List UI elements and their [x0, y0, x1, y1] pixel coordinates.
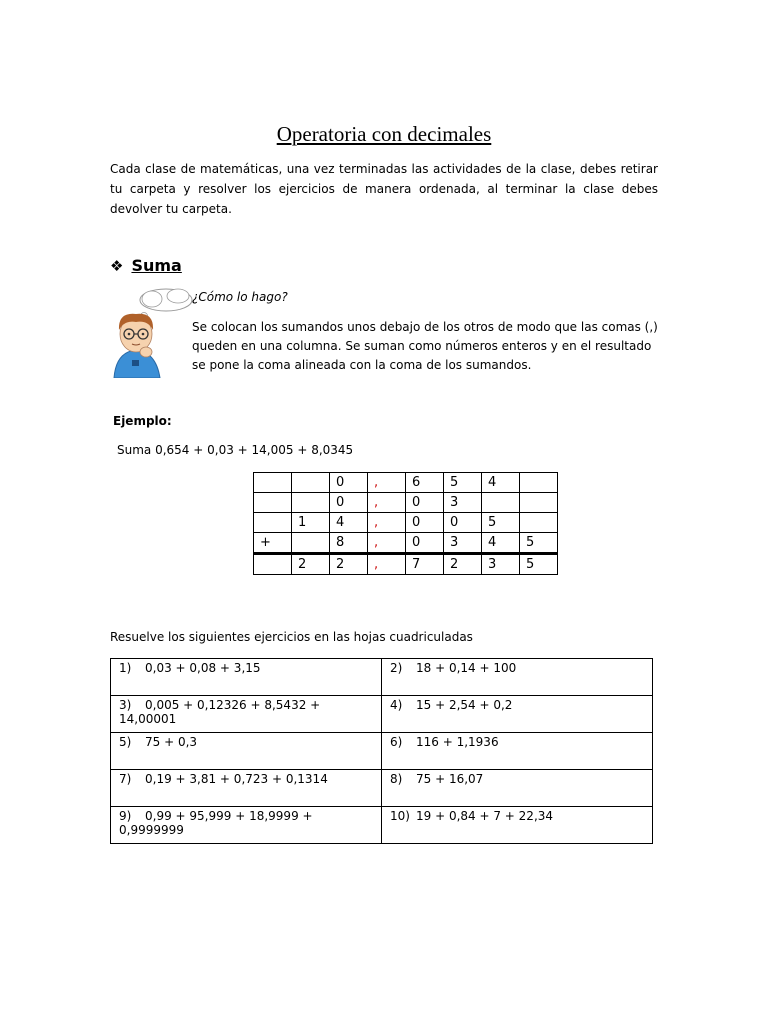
sum-grid-cell — [520, 493, 558, 513]
exercise-expression: 15 + 2,54 + 0,2 — [416, 698, 513, 712]
sum-grid-cell: 5 — [444, 473, 482, 493]
sum-grid-cell: 7 — [406, 554, 444, 575]
sum-grid-cell: 5 — [520, 533, 558, 554]
sum-grid-cell: 4 — [482, 533, 520, 554]
sum-grid-cell: 1 — [292, 513, 330, 533]
sum-grid-cell: 4 — [482, 473, 520, 493]
exercise-row — [111, 770, 653, 807]
exercise-number: 10) — [390, 809, 410, 823]
exercise-row — [111, 807, 653, 844]
sum-grid-cell: , — [368, 513, 406, 533]
sum-grid-cell: 6 — [406, 473, 444, 493]
exercise-row — [111, 733, 653, 770]
how-to-question: ¿Cómo lo hago? — [192, 290, 288, 304]
sum-grid-cell: 0 — [406, 533, 444, 554]
exercises-table — [110, 658, 653, 844]
sum-grid-cell: + — [254, 533, 292, 554]
exercise-expression: 0,03 + 0,08 + 3,15 — [145, 661, 261, 675]
intro-paragraph: Cada clase de matemáticas, una vez terminadas las actividades de la clase, debes retirar tu carpeta y resolver los ejercicios de manera ordenada, al terminar la clase debes devolver tu carpeta. — [110, 162, 658, 216]
sum-grid-cell: 2 — [444, 554, 482, 575]
exercise-expression: 0,19 + 3,81 + 0,723 + 0,1314 — [145, 772, 328, 786]
example-label: Ejemplo: — [113, 414, 172, 428]
sum-grid-cell — [292, 533, 330, 554]
exercise-number: 7) — [119, 772, 132, 786]
sum-grid-cell: , — [368, 533, 406, 554]
sum-grid-cell: 3 — [482, 554, 520, 575]
sum-grid-cell — [482, 493, 520, 513]
thinking-boy-illustration — [108, 286, 196, 378]
sum-grid-cell — [520, 473, 558, 493]
exercise-cell — [111, 696, 382, 733]
exercise-cell — [382, 807, 653, 844]
exercise-cell — [111, 807, 382, 844]
exercise-expression: 19 + 0,84 + 7 + 22,34 — [416, 809, 554, 823]
sum-grid-table — [253, 472, 558, 575]
sum-addend-row — [254, 533, 558, 554]
explanation-text: Se colocan los sumandos unos debajo de los otros de modo que las comas (,) queden en una columna. Se suman como números enteros y en el resultado se pone la coma alineada con la coma de los sumandos. — [192, 320, 658, 372]
exercise-number: 8) — [390, 772, 403, 786]
sum-grid-cell: 5 — [520, 554, 558, 575]
sum-grid-cell: 0 — [330, 473, 368, 493]
exercise-number: 2) — [390, 661, 403, 675]
sum-grid-cell — [254, 493, 292, 513]
exercise-number: 6) — [390, 735, 403, 749]
sum-grid-cell: 8 — [330, 533, 368, 554]
exercise-expression: 18 + 0,14 + 100 — [416, 661, 517, 675]
exercise-expression: 0,005 + 0,12326 + 8,5432 + 14,00001 — [119, 698, 321, 726]
exercise-cell — [382, 659, 653, 696]
sum-grid-cell — [254, 473, 292, 493]
exercise-row — [111, 696, 653, 733]
section-heading — [110, 256, 182, 275]
page-title: Operatoria con decimales — [276, 122, 492, 146]
sum-grid-cell — [254, 554, 292, 575]
sum-grid-cell — [292, 493, 330, 513]
exercise-number: 4) — [390, 698, 403, 712]
sum-grid-cell — [292, 473, 330, 493]
sum-grid-cell — [520, 513, 558, 533]
exercise-expression: 75 + 0,3 — [145, 735, 198, 749]
sum-addend-row — [254, 493, 558, 513]
exercise-cell — [382, 733, 653, 770]
exercises-instruction: Resuelve los siguientes ejercicios en las hojas cuadriculadas — [110, 630, 473, 644]
exercise-cell — [111, 770, 382, 807]
sum-grid-cell — [254, 513, 292, 533]
exercise-expression: 75 + 16,07 — [416, 772, 484, 786]
exercise-number: 5) — [119, 735, 132, 749]
sum-grid-cell: 0 — [444, 513, 482, 533]
section-title: Suma — [131, 256, 182, 275]
sum-grid-cell: 3 — [444, 533, 482, 554]
sum-result-row — [254, 554, 558, 575]
diamond-bullet-icon: ❖ — [110, 256, 124, 275]
sum-grid-cell: , — [368, 554, 406, 575]
exercise-cell — [382, 770, 653, 807]
sum-addend-row — [254, 513, 558, 533]
sum-grid-cell: 0 — [406, 493, 444, 513]
exercise-row — [111, 659, 653, 696]
exercise-number: 1) — [119, 661, 132, 675]
example-sum: Suma 0,654 + 0,03 + 14,005 + 8,0345 — [117, 443, 354, 457]
exercise-cell — [111, 733, 382, 770]
sum-grid-cell: 0 — [330, 493, 368, 513]
sum-grid-cell: 2 — [292, 554, 330, 575]
sum-grid-cell: 5 — [482, 513, 520, 533]
sum-grid-cell: 4 — [330, 513, 368, 533]
sum-grid-cell: 2 — [330, 554, 368, 575]
sum-addend-row — [254, 473, 558, 493]
sum-grid-cell: 3 — [444, 493, 482, 513]
exercise-cell — [111, 659, 382, 696]
sum-grid-cell: , — [368, 493, 406, 513]
sum-grid-cell: , — [368, 473, 406, 493]
sum-grid-cell: 0 — [406, 513, 444, 533]
exercise-expression: 0,99 + 95,999 + 18,9999 + 0,9999999 — [119, 809, 313, 837]
exercise-number: 9) — [119, 809, 132, 823]
exercise-number: 3) — [119, 698, 132, 712]
exercise-expression: 116 + 1,1936 — [416, 735, 499, 749]
exercise-cell — [382, 696, 653, 733]
